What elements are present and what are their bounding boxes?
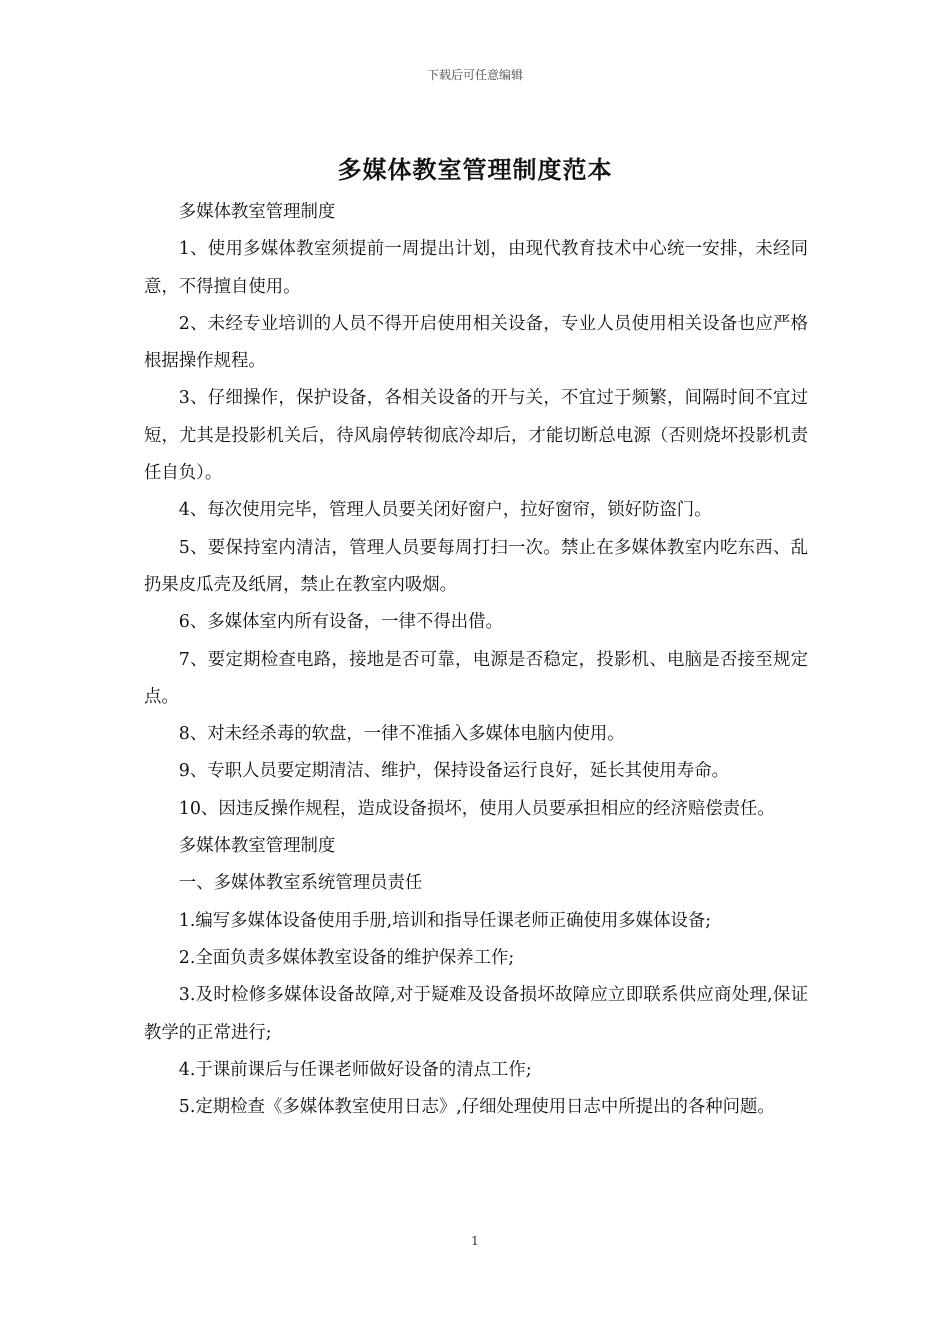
paragraph: 3、仔细操作，保护设备，各相关设备的开与关，不宜过于频繁，间隔时间不宜过短，尤其是投影机关后，待风扇停转彻底冷却后，才能切断总电源（否则烧坏投影机责任自负）。 [144, 388, 808, 484]
paragraph: 10、因违反操作规程，造成设备损坏，使用人员要承担相应的经济赔偿责任。 [178, 798, 775, 819]
paragraph: 9、专职人员要定期清洁、维护，保持设备运行良好，延长其使用寿命。 [178, 761, 729, 782]
paragraph: 5、要保持室内清洁，管理人员要每周打扫一次。禁止在多媒体教室内吃东西、乱扔果皮瓜壳及纸屑，禁止在教室内吸烟。 [144, 537, 808, 595]
paragraph: 6、多媒体室内所有设备，一律不得出借。 [178, 612, 503, 633]
paragraph: 1、使用多媒体教室须提前一周提出计划，由现代教育技术中心统一安排，未经同意，不得擅自使用。 [144, 239, 808, 297]
paragraph: 3.及时检修多媒体设备故障,对于疑难及设备损坏故障应立即联系供应商处理,保证教学的正常进行; [144, 985, 808, 1043]
paragraph: 8、对未经杀毒的软盘，一律不准插入多媒体电脑内使用。 [178, 724, 625, 745]
paragraph: 多媒体教室管理制度 [178, 202, 336, 222]
paragraph: 多媒体教室管理制度 [178, 836, 336, 857]
paragraph: 2.全面负责多媒体教室设备的维护保养工作; [178, 947, 515, 968]
paragraph: 4、每次使用完毕，管理人员要关闭好窗户，拉好窗帘，锁好防盗门。 [178, 500, 712, 521]
paragraph: 1.编写多媒体设备使用手册,培训和指导任课老师正确使用多媒体设备; [178, 910, 712, 931]
page-header-note: 下载后可任意编辑 [426, 68, 523, 82]
paragraph: 一、多媒体教室系统管理员责任 [178, 873, 423, 894]
paragraph: 2、未经专业培训的人员不得开启使用相关设备，专业人员使用相关设备也应严格根据操作规程。 [144, 313, 808, 372]
paragraph: 4.于课前课后与任课老师做好设备的清点工作; [178, 1059, 532, 1080]
page-number: 1 [471, 1234, 479, 1248]
paragraph: 5.定期检查《多媒体教室使用日志》,仔细处理使用日志中所提出的各种问题。 [178, 1097, 775, 1118]
paragraph: 7、要定期检查电路，接地是否可靠，电源是否稳定，投影机、电脑是否接至规定点。 [144, 649, 808, 707]
document-title: 多媒体教室管理制度范本 [337, 155, 613, 184]
document-body [144, 194, 808, 1126]
